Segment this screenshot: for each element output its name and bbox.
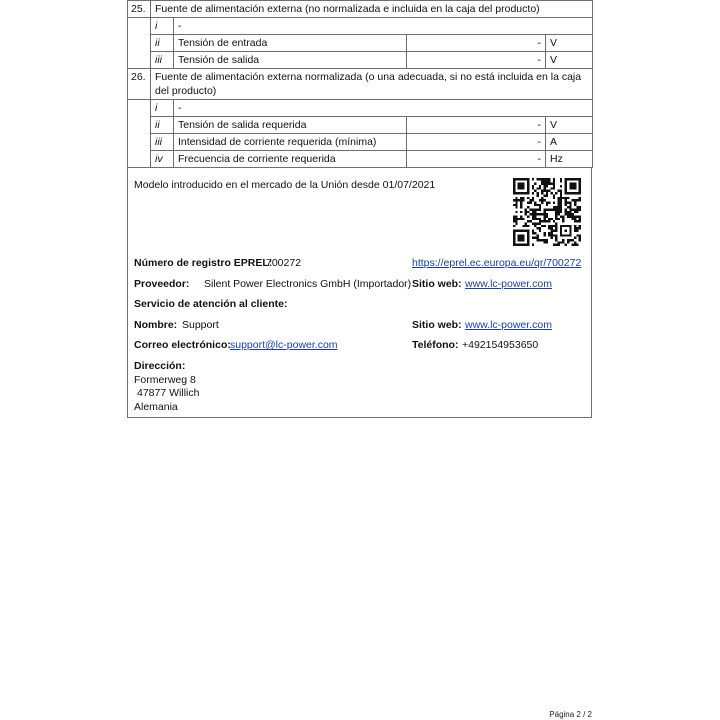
row-index: i — [151, 18, 174, 35]
table-row — [128, 134, 593, 151]
row-label: - — [174, 18, 593, 35]
email-link[interactable]: support@lc-power.com — [230, 339, 338, 351]
section-title: Fuente de alimentación externa (no normalizada e incluida en la caja del producto) — [151, 1, 593, 18]
phone-value: +492154953650 — [462, 339, 539, 351]
phone-label: Teléfono: — [412, 339, 459, 351]
row-label: Tensión de salida — [174, 52, 407, 69]
row-index: ii — [151, 35, 174, 52]
table-row — [128, 52, 593, 69]
customer-service-heading: Servicio de atención al cliente: — [134, 298, 288, 310]
page-number: Página 2 / 2 — [549, 710, 592, 719]
row-index: iv — [151, 151, 174, 168]
row-index: iii — [151, 134, 174, 151]
spec-section-26-header — [128, 69, 593, 100]
website2-link[interactable]: www.lc-power.com — [465, 319, 552, 331]
row-unit: V — [546, 52, 593, 69]
address-line-2: 47877 Willich — [137, 387, 200, 399]
row-unit: V — [546, 35, 593, 52]
name-label: Nombre: — [134, 319, 178, 331]
table-row — [128, 151, 593, 168]
table-row — [128, 35, 593, 52]
row-unit: A — [546, 134, 593, 151]
row-label: Intensidad de corriente requerida (mínima) — [174, 134, 407, 151]
market-date-text: Modelo introducido en el mercado de la Unión desde 01/07/2021 — [134, 179, 436, 191]
row-value: - — [407, 52, 546, 69]
row-value: - — [407, 35, 546, 52]
section-title: Fuente de alimentación externa normalizada (o una adecuada, si no está incluida en la caja del producto) — [151, 69, 593, 100]
supplier-label: Proveedor: — [134, 278, 190, 290]
row-label: Tensión de entrada — [174, 35, 407, 52]
row-index: iii — [151, 52, 174, 69]
eprel-label: Número de registro EPREL: — [134, 257, 273, 269]
address-line-1: Formerweg 8 — [134, 374, 196, 386]
row-label: - — [174, 100, 593, 117]
row-index: ii — [151, 117, 174, 134]
row-unit: Hz — [546, 151, 593, 168]
qr-code-icon[interactable] — [513, 178, 581, 246]
section-number: 26. — [128, 69, 151, 100]
supplier-value: Silent Power Electronics GmbH (Importador) — [204, 278, 412, 290]
table-row — [128, 18, 593, 35]
spec-table — [127, 0, 593, 168]
row-index: i — [151, 100, 174, 117]
address-line-3: Alemania — [134, 401, 178, 413]
row-unit: V — [546, 117, 593, 134]
product-info-box — [127, 167, 592, 418]
website-link[interactable]: www.lc-power.com — [465, 278, 552, 290]
website-label: Sitio web: — [412, 278, 462, 290]
row-value: - — [407, 117, 546, 134]
spec-section-25-header — [128, 1, 593, 18]
name-value: Support — [182, 319, 219, 331]
eprel-link[interactable]: https://eprel.ec.europa.eu/qr/700272 — [412, 257, 582, 269]
section-number: 25. — [128, 1, 151, 18]
row-label: Frecuencia de corriente requerida — [174, 151, 407, 168]
website2-label: Sitio web: — [412, 319, 462, 331]
address-label: Dirección: — [134, 360, 186, 372]
row-value: - — [407, 134, 546, 151]
table-row — [128, 100, 593, 117]
eprel-number: 700272 — [266, 257, 302, 269]
table-row — [128, 117, 593, 134]
email-label: Correo electrónico: — [134, 339, 231, 351]
row-value: - — [407, 151, 546, 168]
row-label: Tensión de salida requerida — [174, 117, 407, 134]
